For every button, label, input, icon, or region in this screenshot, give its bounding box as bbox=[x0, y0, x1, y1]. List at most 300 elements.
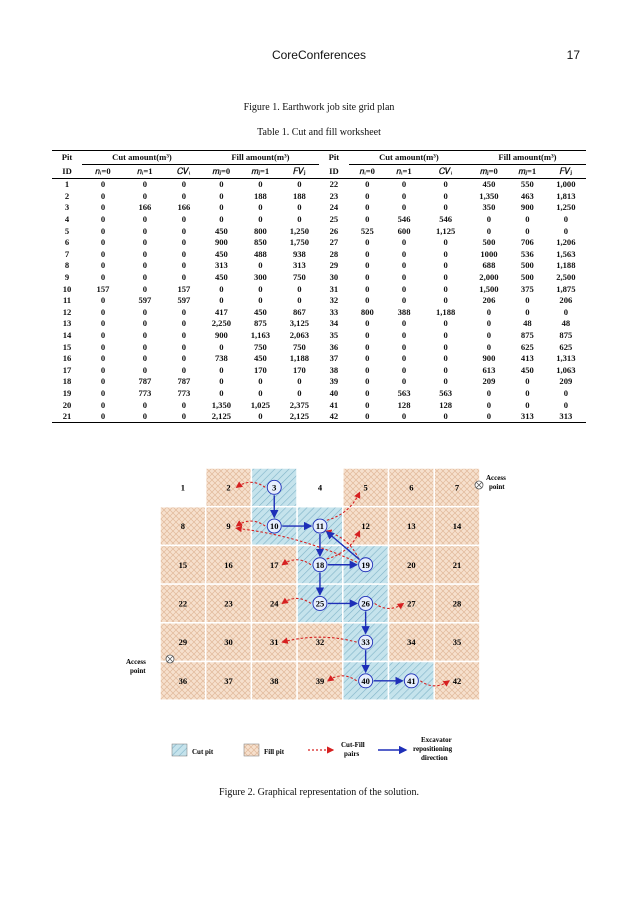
col-header: 𝑚ⱼ=1 bbox=[241, 165, 280, 179]
table-cell: 13 bbox=[62, 318, 72, 329]
table-cell: 750 bbox=[292, 341, 306, 352]
grid-cell-label: 34 bbox=[407, 637, 416, 648]
table-cell: 1000 bbox=[480, 248, 498, 259]
table-cell: 0 bbox=[258, 387, 263, 398]
table-cell: 0 bbox=[297, 283, 302, 294]
grid-cell-label: 23 bbox=[224, 598, 233, 609]
table-cell: 0 bbox=[142, 272, 148, 283]
table-cell: 0 bbox=[365, 179, 370, 190]
table-cell: 0 bbox=[401, 295, 407, 306]
table-cell: 0 bbox=[100, 179, 106, 190]
table-cell: 1,250 bbox=[556, 202, 576, 213]
grid-cell-label: 5 bbox=[363, 482, 368, 493]
table-cell: 0 bbox=[563, 225, 568, 236]
table-cell: 0 bbox=[365, 283, 370, 294]
table-cell: 938 bbox=[292, 248, 306, 259]
table-cell: 0 bbox=[124, 411, 166, 423]
table-cell: 0 bbox=[219, 179, 224, 190]
table-cell: 188 bbox=[253, 190, 267, 201]
table-cell: 0 bbox=[100, 364, 106, 375]
table-cell: 0 bbox=[525, 225, 530, 236]
table-cell: 4 bbox=[64, 214, 70, 225]
table-cell: 0 bbox=[219, 295, 224, 306]
table-cell: 688 bbox=[482, 260, 496, 271]
table-cell: 738 bbox=[214, 353, 228, 364]
grid-cell-label: 13 bbox=[407, 521, 416, 532]
table-row bbox=[52, 307, 586, 319]
table-cell: 900 bbox=[214, 237, 228, 248]
table-row bbox=[52, 272, 586, 284]
table-cell: 0 bbox=[258, 295, 263, 306]
table-cell: 0 bbox=[401, 179, 407, 190]
table-cell: 0 bbox=[219, 364, 224, 375]
table-cell: 40 bbox=[329, 387, 339, 398]
table-cell: 36 bbox=[329, 341, 339, 352]
table-cell: 625 bbox=[520, 341, 534, 352]
table-cell: 0 bbox=[443, 376, 448, 387]
table-cell: 1,063 bbox=[556, 364, 576, 375]
table-cell: 525 bbox=[360, 225, 374, 236]
table-cell: 2,375 bbox=[289, 399, 310, 410]
table-cell: 0 bbox=[100, 272, 106, 283]
table-cell: 0 bbox=[258, 376, 263, 387]
table-cell: 166 bbox=[138, 202, 152, 213]
table-cell: 48 bbox=[523, 318, 532, 329]
table-cell: 37 bbox=[329, 353, 339, 364]
legend-cut-swatch bbox=[172, 744, 187, 756]
table-cell: 0 bbox=[142, 214, 148, 225]
table-cell: 0 bbox=[563, 306, 568, 317]
grid-cell-label: 21 bbox=[452, 559, 462, 570]
table-cell: 22 bbox=[329, 179, 339, 190]
grid-cell-label: 26 bbox=[361, 598, 370, 609]
legend-cut-label: Cut pit bbox=[192, 748, 214, 756]
table-cell: 0 bbox=[365, 295, 370, 306]
table-cell: 450 bbox=[214, 272, 228, 283]
table-cell: 0 bbox=[100, 225, 106, 236]
grid-cell-label: 38 bbox=[270, 675, 279, 686]
table-cell: 850 bbox=[253, 237, 267, 248]
table1-caption: Table 1. Cut and fill worksheet bbox=[257, 127, 381, 138]
table-cell: 16 bbox=[62, 353, 72, 364]
table-cell: 450 bbox=[253, 306, 267, 317]
table-cell: 546 bbox=[397, 214, 411, 225]
col-header: 𝑚ⱼ=0 bbox=[469, 165, 509, 179]
table-cell: 0 bbox=[142, 179, 148, 190]
col-header: 𝑚ⱼ=0 bbox=[202, 165, 241, 179]
table-cell: 0 bbox=[181, 272, 187, 283]
table-cell: 19 bbox=[62, 387, 72, 398]
table-cell: 0 bbox=[181, 260, 187, 271]
grid-cell-label: 18 bbox=[315, 559, 325, 570]
col-header: 𝑛ᵢ=1 bbox=[124, 165, 166, 179]
table-cell: 209 bbox=[559, 376, 573, 387]
table-cell: 313 bbox=[546, 411, 586, 423]
table-cell: 5 bbox=[64, 225, 70, 236]
table-cell: 0 bbox=[219, 202, 224, 213]
table-cell: 413 bbox=[520, 353, 534, 364]
table-cell: 0 bbox=[486, 306, 492, 317]
table-row bbox=[52, 411, 586, 423]
table-cell: 1,350 bbox=[479, 190, 499, 201]
table-cell: 0 bbox=[181, 399, 187, 410]
table-cell: 9 bbox=[64, 272, 70, 283]
grid-cell-label: 30 bbox=[224, 637, 233, 648]
table-cell: 0 bbox=[401, 364, 407, 375]
table-cell: 128 bbox=[397, 399, 411, 410]
table-row bbox=[52, 283, 586, 295]
table-cell: 0 bbox=[142, 283, 148, 294]
table-cell: 10 bbox=[62, 283, 72, 294]
page-header bbox=[0, 48, 638, 66]
table-cell: 1,500 bbox=[479, 283, 499, 294]
table-cell: 0 bbox=[297, 179, 302, 190]
table-cell: 1,563 bbox=[556, 248, 576, 259]
table-cell: 206 bbox=[482, 295, 496, 306]
table-cell: 0 bbox=[142, 353, 148, 364]
legend-reposition-label: Excavator repositioning direction bbox=[413, 736, 453, 762]
table-cell: 209 bbox=[482, 376, 496, 387]
grid-cell-label: 37 bbox=[224, 675, 233, 686]
table-cell: 800 bbox=[253, 225, 267, 236]
table-cell: 450 bbox=[214, 225, 228, 236]
table-cell: 597 bbox=[138, 295, 152, 306]
table-cell: 0 bbox=[365, 387, 370, 398]
table-cell: 48 bbox=[561, 318, 571, 329]
table-row bbox=[52, 214, 586, 226]
table-cell: 0 bbox=[443, 179, 448, 190]
table-row bbox=[52, 295, 586, 307]
grid-cell-label: 19 bbox=[361, 559, 370, 570]
table-cell: 17 bbox=[62, 364, 72, 375]
table-cell: 0 bbox=[219, 214, 224, 225]
table-cell: 0 bbox=[297, 202, 302, 213]
table-cell: 33 bbox=[329, 306, 339, 317]
table-cell: 0 bbox=[365, 248, 370, 259]
figure1-caption: Figure 1. Earthwork job site grid plan bbox=[243, 102, 395, 113]
table-cell: 0 bbox=[142, 341, 148, 352]
table-cell: 8 bbox=[64, 260, 70, 271]
table-cell: 0 bbox=[401, 376, 407, 387]
table-cell: 0 bbox=[297, 295, 302, 306]
table-cell: 875 bbox=[520, 330, 534, 341]
table-cell: 0 bbox=[181, 353, 187, 364]
table-cell: 0 bbox=[365, 202, 370, 213]
table-cell: 1,875 bbox=[556, 283, 576, 294]
table-cell: 24 bbox=[329, 202, 339, 213]
table-cell: 0 bbox=[401, 237, 407, 248]
table-cell: 0 bbox=[365, 330, 370, 341]
table-cell: 1,025 bbox=[250, 399, 271, 410]
table-cell: 488 bbox=[253, 248, 267, 259]
table-cell: 787 bbox=[177, 376, 191, 387]
table-cell: 450 bbox=[482, 179, 496, 190]
table-cell: 0 bbox=[422, 411, 468, 423]
grid-cell-label: 35 bbox=[452, 637, 462, 648]
grid-cell-label: 8 bbox=[180, 521, 185, 532]
table-cell: 0 bbox=[525, 306, 530, 317]
table-cell: 0 bbox=[258, 260, 263, 271]
legend-fill-swatch bbox=[244, 744, 259, 756]
table-cell: 21 bbox=[52, 411, 82, 423]
table-cell: 600 bbox=[397, 225, 411, 236]
table-cell: 0 bbox=[181, 248, 187, 259]
grid-cell-label: 25 bbox=[315, 598, 325, 609]
table-cell: 0 bbox=[219, 341, 224, 352]
col-header: 𝐶𝑉ᵢ bbox=[166, 165, 202, 179]
table-row bbox=[52, 376, 586, 388]
table-cell: 1,125 bbox=[435, 225, 456, 236]
table-cell: 0 bbox=[525, 214, 530, 225]
table-cell: 0 bbox=[181, 330, 187, 341]
table-cell: 128 bbox=[439, 399, 453, 410]
table-cell: 875 bbox=[253, 318, 267, 329]
table-cell: 2,500 bbox=[556, 272, 576, 283]
table-cell: 0 bbox=[365, 190, 370, 201]
table-cell: 0 bbox=[142, 330, 148, 341]
grid-cell-label: 12 bbox=[361, 521, 370, 532]
solution-grid-figure bbox=[126, 462, 510, 780]
col-header: 𝑛ᵢ=0 bbox=[82, 165, 124, 179]
id-header: ID bbox=[52, 165, 82, 179]
table-cell: 0 bbox=[563, 399, 568, 410]
table-cell: 0 bbox=[365, 237, 370, 248]
table-cell: 25 bbox=[329, 214, 339, 225]
table-cell: 27 bbox=[329, 237, 339, 248]
table-cell: 32 bbox=[329, 295, 339, 306]
table-cell: 900 bbox=[214, 330, 228, 341]
table-cell: 0 bbox=[486, 387, 492, 398]
table-cell: 0 bbox=[100, 399, 106, 410]
table-cell: 157 bbox=[96, 283, 110, 294]
legend-fill-label: Fill pit bbox=[264, 748, 285, 756]
table-cell: 0 bbox=[365, 376, 370, 387]
table-row bbox=[52, 330, 586, 342]
table-cell: 450 bbox=[253, 353, 267, 364]
table-cell: 2,000 bbox=[479, 272, 499, 283]
table-cell: 0 bbox=[443, 237, 448, 248]
grid-cell-label: 2 bbox=[226, 482, 231, 493]
table-cell: 0 bbox=[142, 237, 148, 248]
table-cell: 0 bbox=[401, 190, 407, 201]
table-cell: 0 bbox=[258, 179, 263, 190]
table-cell: 900 bbox=[482, 353, 496, 364]
table-cell: 0 bbox=[365, 399, 370, 410]
table-cell: 750 bbox=[253, 341, 267, 352]
table-row bbox=[52, 365, 586, 377]
table-row bbox=[52, 249, 586, 261]
table-cell: 867 bbox=[292, 306, 306, 317]
table-cell: 0 bbox=[142, 248, 148, 259]
table-cell: 0 bbox=[181, 364, 187, 375]
grid-cell-label: 3 bbox=[272, 482, 277, 493]
grid-cell-label: 24 bbox=[270, 598, 279, 609]
table-cell: 0 bbox=[401, 202, 407, 213]
table-cell: 0 bbox=[100, 376, 106, 387]
table-cell: 313 bbox=[214, 260, 228, 271]
table-cell: 30 bbox=[329, 272, 339, 283]
table-cell: 2,063 bbox=[289, 330, 310, 341]
table-cell: 1,188 bbox=[556, 260, 576, 271]
legend-pairs-label: Cut-Fill pairs bbox=[341, 741, 365, 758]
fill-amount-header: Fill amount(m³) bbox=[202, 151, 319, 165]
table-cell: 0 bbox=[219, 376, 224, 387]
table-cell: 1,188 bbox=[435, 306, 456, 317]
table-cell: 0 bbox=[443, 364, 448, 375]
table-row bbox=[52, 399, 586, 411]
col-header: 𝐹𝑉ⱼ bbox=[546, 165, 586, 179]
table-cell: 450 bbox=[520, 364, 534, 375]
table-cell: 0 bbox=[365, 364, 370, 375]
table-cell: 0 bbox=[82, 411, 124, 423]
table-cell: 0 bbox=[365, 272, 370, 283]
id-header: ID bbox=[319, 165, 349, 179]
table-cell: 625 bbox=[559, 341, 573, 352]
table-cell: 0 bbox=[297, 214, 302, 225]
journal-name: CoreConferences bbox=[271, 48, 367, 62]
table-cell: 1,000 bbox=[556, 179, 576, 190]
table-cell: 0 bbox=[219, 283, 224, 294]
table-cell: 20 bbox=[62, 399, 72, 410]
table-cell: 0 bbox=[142, 190, 148, 201]
grid-cell-label: 4 bbox=[317, 482, 323, 493]
table-cell: 0 bbox=[401, 353, 407, 364]
table-cell: 0 bbox=[443, 341, 448, 352]
table-cell: 0 bbox=[100, 237, 106, 248]
table-cell: 750 bbox=[292, 272, 306, 283]
table-cell: 0 bbox=[365, 260, 370, 271]
grid-cell-label: 10 bbox=[270, 521, 279, 532]
table-cell: 0 bbox=[297, 387, 302, 398]
table-cell: 1,163 bbox=[250, 330, 271, 341]
table-cell: 0 bbox=[525, 399, 530, 410]
table-cell: 0 bbox=[142, 364, 148, 375]
table-cell: 0 bbox=[181, 237, 187, 248]
grid-cell-label: 31 bbox=[270, 637, 279, 648]
grid-cell-label: 33 bbox=[361, 637, 370, 648]
table-cell: 0 bbox=[486, 318, 492, 329]
table-cell: 170 bbox=[292, 364, 306, 375]
table-cell: 0 bbox=[181, 214, 187, 225]
table-cell: 300 bbox=[253, 272, 267, 283]
table-cell: 0 bbox=[486, 214, 492, 225]
table-cell: 773 bbox=[138, 387, 152, 398]
grid-cell-label: 9 bbox=[226, 521, 231, 532]
grid-cell-label: 20 bbox=[407, 559, 416, 570]
table-cell: 0 bbox=[443, 190, 448, 201]
table-cell: 0 bbox=[142, 318, 148, 329]
table-cell: 0 bbox=[181, 179, 187, 190]
cut-amount-header: Cut amount(m³) bbox=[82, 151, 202, 165]
table-cell: 0 bbox=[100, 214, 106, 225]
grid-cell-label: 39 bbox=[315, 675, 325, 686]
table-cell: 31 bbox=[329, 283, 339, 294]
table-cell: 1,750 bbox=[289, 237, 310, 248]
table-cell: 0 bbox=[297, 376, 302, 387]
table-cell: 3 bbox=[64, 202, 70, 213]
table-cell: 1,813 bbox=[556, 190, 576, 201]
table-cell: 3,125 bbox=[289, 318, 310, 329]
table-cell: 500 bbox=[520, 260, 534, 271]
grid-cell-label: 28 bbox=[452, 598, 462, 609]
table-cell: 0 bbox=[100, 318, 106, 329]
table-row bbox=[52, 179, 586, 191]
table-cell: 500 bbox=[520, 272, 534, 283]
table-cell: 0 bbox=[100, 260, 106, 271]
table-cell: 0 bbox=[219, 190, 224, 201]
table-cell: 550 bbox=[520, 179, 534, 190]
table-cell: 2,125 bbox=[280, 411, 319, 423]
table-cell: 0 bbox=[443, 260, 448, 271]
table-cell: 313 bbox=[292, 260, 306, 271]
table-cell: 0 bbox=[443, 283, 448, 294]
table-cell: 0 bbox=[142, 225, 148, 236]
table-cell: 787 bbox=[138, 376, 152, 387]
table-row bbox=[52, 237, 586, 249]
table-cell: 1,188 bbox=[289, 353, 310, 364]
table-cell: 706 bbox=[520, 237, 534, 248]
table-cell: 41 bbox=[329, 399, 339, 410]
table-cell: 450 bbox=[214, 248, 228, 259]
table-cell: 0 bbox=[443, 248, 448, 259]
table-cell: 0 bbox=[443, 330, 448, 341]
table-cell: 1,313 bbox=[556, 353, 576, 364]
table-cell: 875 bbox=[559, 330, 573, 341]
table-cell: 1,250 bbox=[289, 225, 310, 236]
table-row bbox=[52, 225, 586, 237]
table-cell: 0 bbox=[401, 330, 407, 341]
legend bbox=[172, 736, 453, 762]
table-cell: 0 bbox=[100, 202, 106, 213]
table-cell: 0 bbox=[469, 411, 509, 423]
table-cell: 0 bbox=[365, 318, 370, 329]
table-cell: 28 bbox=[329, 248, 339, 259]
table-row bbox=[52, 341, 586, 353]
table-cell: 15 bbox=[62, 341, 72, 352]
fill-amount-header: Fill amount(m³) bbox=[469, 151, 586, 165]
table-cell: 0 bbox=[401, 248, 407, 259]
table-cell: 2,250 bbox=[211, 318, 232, 329]
table-cell: 0 bbox=[443, 202, 448, 213]
table-row bbox=[52, 260, 586, 272]
table-cell: 166 bbox=[177, 202, 191, 213]
table-cell: 0 bbox=[365, 341, 370, 352]
table-cell: 0 bbox=[525, 387, 530, 398]
table-cell: 463 bbox=[520, 190, 534, 201]
table-cell: 18 bbox=[62, 376, 72, 387]
table-cell: 313 bbox=[509, 411, 546, 423]
worksheet-body bbox=[52, 179, 586, 423]
table-cell: 29 bbox=[329, 260, 339, 271]
grid-cell-label: 17 bbox=[270, 559, 279, 570]
table-cell: 546 bbox=[439, 214, 453, 225]
table-cell: 0 bbox=[401, 341, 407, 352]
table-cell: 12 bbox=[62, 306, 72, 317]
table-cell: 500 bbox=[482, 237, 496, 248]
col-header: 𝑚ⱼ=1 bbox=[509, 165, 546, 179]
cut-amount-header: Cut amount(m³) bbox=[349, 151, 469, 165]
table-cell: 417 bbox=[214, 306, 228, 317]
grid-cell-label: 40 bbox=[361, 675, 370, 686]
access-point-left-label: Access point bbox=[126, 658, 146, 675]
table-cell: 0 bbox=[219, 387, 224, 398]
table-cell: 206 bbox=[559, 295, 573, 306]
table-cell: 0 bbox=[258, 202, 263, 213]
table-cell: 0 bbox=[181, 306, 187, 317]
table-cell: 0 bbox=[486, 330, 492, 341]
table-cell: 2,125 bbox=[202, 411, 241, 423]
grid-cell-label: 42 bbox=[452, 675, 462, 686]
